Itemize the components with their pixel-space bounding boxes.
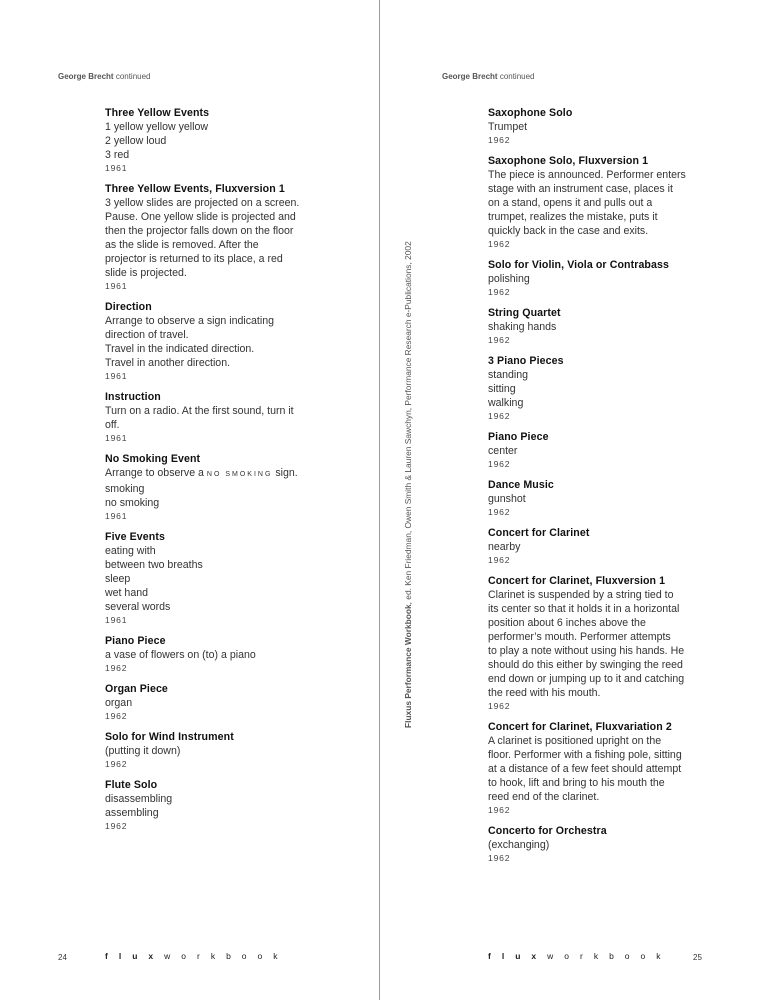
entry: [105, 182, 315, 292]
entry-line: 3 red: [105, 149, 130, 161]
entry-year: 1961: [105, 281, 128, 291]
entry-line: shaking hands: [488, 321, 557, 333]
entry-title: String Quartet: [488, 307, 561, 319]
entry-line: organ: [105, 697, 133, 709]
entry-year: 1962: [105, 663, 128, 673]
entry-line: to hook, lift and bring to his mouth the: [488, 777, 665, 789]
entry: [488, 430, 698, 470]
entry-line: sitting: [488, 383, 516, 395]
entry-line: position about 6 inches above the: [488, 617, 646, 629]
entry-line: center: [488, 445, 518, 457]
entry: [105, 730, 315, 770]
entry-line: its center so that it holds it in a horizontal: [488, 603, 680, 615]
credit-details: , ed. Ken Friedman, Owen Smith & Lauren Sawchyn, Performance Research e-Publications, 2002: [403, 241, 413, 605]
credit-title: Fluxus Performance Workbook: [403, 604, 413, 728]
entry: [105, 106, 315, 174]
entry-text: Arrange to observe a: [105, 467, 207, 479]
entry-line: (exchanging): [488, 839, 550, 851]
entry-line: wet hand: [105, 587, 148, 599]
entry-line: standing: [488, 369, 529, 381]
entry-year: 1962: [488, 239, 511, 249]
entry-line: between two breaths: [105, 559, 203, 571]
entry-line: gunshot: [488, 493, 526, 505]
entry-title: Concerto for Orchestra: [488, 825, 607, 837]
entry-line: walking: [488, 397, 524, 409]
page-spine: [379, 0, 380, 1000]
running-head-note: continued: [115, 72, 151, 81]
entry-title: Saxophone Solo, Fluxversion 1: [488, 155, 649, 167]
entry-line: disassembling: [105, 793, 173, 805]
entry-title: 3 Piano Pieces: [488, 355, 564, 367]
entry-title: Three Yellow Events: [105, 107, 210, 119]
entry-line: reed end of the clarinet.: [488, 791, 600, 803]
entry-line: 3 yellow slides are projected on a screen.: [105, 197, 300, 209]
entry-line: sleep: [105, 573, 131, 585]
entry-line: 1 yellow yellow yellow: [105, 121, 209, 133]
entry: [488, 824, 698, 864]
entry-year: 1962: [488, 701, 511, 711]
entry: [488, 354, 698, 422]
entry-line: several words: [105, 601, 171, 613]
running-head-note: continued: [499, 72, 535, 81]
entry: [488, 720, 698, 816]
entry-line: the reed with his mouth.: [488, 687, 601, 699]
entry: [488, 306, 698, 346]
entry-year: 1962: [488, 853, 511, 863]
entry-title: Solo for Violin, Viola or Contrabass: [488, 259, 669, 271]
entry-line: end down or jumping up to it and catching: [488, 673, 685, 685]
entry-line: assembling: [105, 807, 159, 819]
page-number-left: 24: [58, 953, 67, 962]
brand-bold: flux: [488, 951, 548, 961]
entry-year: 1961: [105, 163, 128, 173]
entry: [105, 390, 315, 444]
entry-title: Three Yellow Events, Fluxversion 1: [105, 183, 285, 195]
entry-line: to play a note without using his hands. He: [488, 645, 685, 657]
entry-title: Piano Piece: [488, 431, 549, 443]
entry-line: 2 yellow loud: [105, 135, 167, 147]
entry-year: 1962: [488, 555, 511, 565]
entry: [488, 478, 698, 518]
running-head-author: George Brecht: [442, 72, 498, 81]
entry-line: on a stand, opens it and pulls out a: [488, 197, 653, 209]
brand-bold: flux: [105, 951, 165, 961]
entry-line: stage with an instrument case, places it: [488, 183, 673, 195]
entry-line: projector is returned to its place, a red: [105, 253, 283, 265]
entry-title: Dance Music: [488, 479, 554, 491]
entry-title: Five Events: [105, 531, 165, 543]
brand-light: workbook: [547, 951, 672, 961]
entry-year: 1961: [105, 615, 128, 625]
entry-line: direction of travel.: [105, 329, 189, 341]
entry-line: performer’s mouth. Performer attempts: [488, 631, 671, 643]
entry-title: Solo for Wind Instrument: [105, 731, 234, 743]
entry-text: sign.: [272, 467, 298, 479]
right-column: [488, 106, 698, 872]
entry-year: 1962: [105, 759, 128, 769]
entry-line: The piece is announced. Performer enters: [488, 169, 686, 181]
entry-line: should do this either by swinging the reed: [488, 659, 683, 671]
entry-year: 1962: [488, 805, 511, 815]
entry-year: 1962: [105, 821, 128, 831]
footer-brand-right: [488, 951, 672, 961]
entry-line: quickly back in the case and exits.: [488, 225, 649, 237]
left-column: [105, 106, 315, 840]
entry-year: 1962: [488, 135, 511, 145]
entry-line: Arrange to observe a sign indicating: [105, 315, 275, 327]
running-head-right: [442, 72, 535, 81]
entry-title: Instruction: [105, 391, 161, 403]
entry-year: 1962: [488, 287, 511, 297]
entry: [105, 682, 315, 722]
entry-line: Pause. One yellow slide is projected and: [105, 211, 296, 223]
entry-line: off.: [105, 419, 120, 431]
brand-light: workbook: [164, 951, 289, 961]
entry-line: trumpet, realizes the mistake, puts it: [488, 211, 658, 223]
entry: [105, 530, 315, 626]
entry: [488, 526, 698, 566]
entry-title: Flute Solo: [105, 779, 158, 791]
publication-credit: [403, 241, 413, 728]
entry-year: 1961: [105, 433, 128, 443]
entry-title: Organ Piece: [105, 683, 168, 695]
entry: [105, 634, 315, 674]
entry-line: Clarinet is suspended by a string tied to: [488, 589, 674, 601]
entry-line: as the slide is removed. After the: [105, 239, 259, 251]
footer-brand-left: [105, 951, 289, 961]
entry-title: Concert for Clarinet, Fluxversion 1: [488, 575, 666, 587]
entry-title: Concert for Clarinet, Fluxvariation 2: [488, 721, 672, 733]
entry-line: nearby: [488, 541, 521, 553]
entry-line: floor. Performer with a fishing pole, sitting: [488, 749, 682, 761]
entry-line: then the projector falls down on the floor: [105, 225, 294, 237]
entry-line: at a distance of a few feet should attempt: [488, 763, 682, 775]
entry-line: (putting it down): [105, 745, 181, 757]
entry-year: 1962: [488, 335, 511, 345]
entry-line: polishing: [488, 273, 530, 285]
entry: [488, 574, 698, 712]
entry-line: Travel in the indicated direction.: [105, 343, 255, 355]
entry: [105, 300, 315, 382]
entry-year: 1961: [105, 511, 128, 521]
entry-title: Saxophone Solo: [488, 107, 573, 119]
entry-line: a vase of flowers on (to) a piano: [105, 649, 256, 661]
entry-line: Travel in another direction.: [105, 357, 231, 369]
entry-title: No Smoking Event: [105, 453, 201, 465]
entry-line: eating with: [105, 545, 156, 557]
entry-line: Trumpet: [488, 121, 528, 133]
entry: [488, 106, 698, 146]
entry: [488, 154, 698, 250]
running-head-author: George Brecht: [58, 72, 114, 81]
entry-year: 1962: [488, 411, 511, 421]
running-head-left: [58, 72, 151, 81]
entry-line: no smoking: [105, 497, 160, 509]
entry-title: Concert for Clarinet: [488, 527, 590, 539]
entry-year: 1962: [488, 507, 511, 517]
entry-title: Direction: [105, 301, 152, 313]
entry: [105, 452, 315, 522]
page-number-right: 25: [693, 953, 702, 962]
entry-line: Turn on a radio. At the first sound, turn it: [105, 405, 294, 417]
entry-line: slide is projected.: [105, 267, 187, 279]
entry-line: [105, 466, 315, 482]
entry-line: A clarinet is positioned upright on the: [488, 735, 662, 747]
entry-smallcaps: NO SMOKING: [206, 471, 273, 478]
entry: [488, 258, 698, 298]
entry-year: 1962: [105, 711, 128, 721]
entry-line: smoking: [105, 483, 145, 495]
entry-title: Piano Piece: [105, 635, 166, 647]
entry-year: 1962: [488, 459, 511, 469]
entry: [105, 778, 315, 832]
entry-year: 1961: [105, 371, 128, 381]
